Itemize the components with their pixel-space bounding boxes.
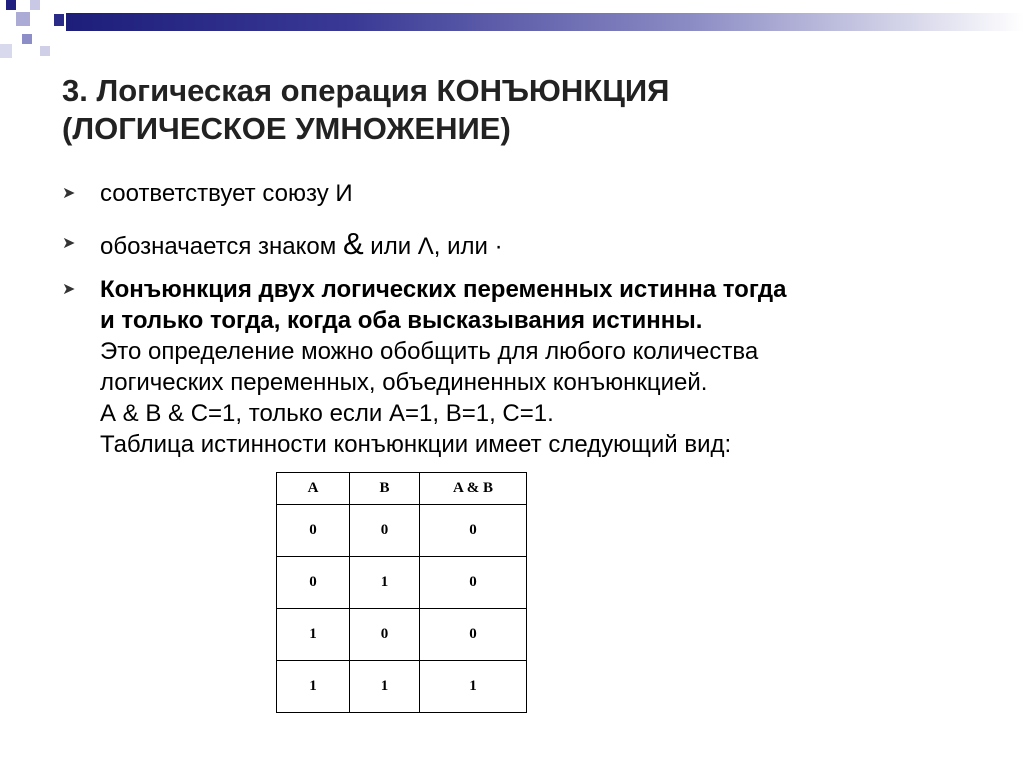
- ampersand-symbol: &: [342, 226, 364, 261]
- arrow-bullet-icon: ➤: [62, 185, 76, 202]
- explanation-line: Таблица истинности конъюнкции имеет следующий вид:: [100, 431, 732, 458]
- explanation-line: А & В & С=1, только если А=1, В=1, С=1.: [100, 400, 554, 427]
- table-row: [277, 661, 527, 713]
- bullet-list: [62, 178, 982, 460]
- bullet-item: [62, 178, 982, 228]
- title-line-2: (ЛОГИЧЕСКОЕ УМНОЖЕНИЕ): [62, 111, 511, 146]
- arrow-bullet-icon: ➤: [62, 281, 76, 298]
- table-cell: 0: [420, 609, 527, 661]
- table-cell: 1: [350, 557, 420, 609]
- explanation-line: Это определение можно обобщить для любого количества: [100, 338, 759, 365]
- decor-square: [40, 46, 50, 56]
- table-row: [277, 609, 527, 661]
- decor-square: [30, 0, 40, 10]
- decor-square: [0, 44, 12, 58]
- table-header-row: [277, 473, 527, 505]
- bullet-text: или Λ, или ·: [363, 233, 503, 260]
- decor-square: [16, 12, 30, 26]
- explanation-line: логических переменных, объединенных конъюнкцией.: [100, 369, 708, 396]
- bullet-item: [62, 228, 982, 274]
- header-cell: A: [277, 473, 350, 505]
- table-cell: 1: [420, 661, 527, 713]
- table-cell: 0: [277, 505, 350, 557]
- arrow-bullet-icon: ➤: [62, 235, 76, 252]
- table-cell: 0: [420, 505, 527, 557]
- truth-table: [276, 472, 527, 713]
- slide-title: [62, 72, 962, 148]
- definition-line: Конъюнкция двух логических переменных истинна тогда: [100, 276, 787, 303]
- table-cell: 1: [277, 661, 350, 713]
- table-cell: 0: [350, 505, 420, 557]
- header-cell: A & B: [420, 473, 527, 505]
- table-cell: 0: [420, 557, 527, 609]
- table-cell: 0: [350, 609, 420, 661]
- title-line-1: 3. Логическая операция КОНЪЮНКЦИЯ: [62, 73, 670, 108]
- bullet-item: [62, 274, 982, 460]
- header-cell: B: [350, 473, 420, 505]
- decor-square: [54, 14, 64, 26]
- header-gradient-bar: [66, 13, 1024, 31]
- table-cell: 1: [277, 609, 350, 661]
- definition-line: и только тогда, когда оба высказывания истинны.: [100, 307, 703, 334]
- bullet-text: обозначается знаком: [100, 233, 343, 260]
- table-row: [277, 557, 527, 609]
- decor-square: [6, 0, 16, 10]
- decor-square: [22, 34, 32, 44]
- table-cell: 1: [350, 661, 420, 713]
- bullet-text: соответствует союзу И: [100, 180, 353, 207]
- table-row: [277, 505, 527, 557]
- table-cell: 0: [277, 557, 350, 609]
